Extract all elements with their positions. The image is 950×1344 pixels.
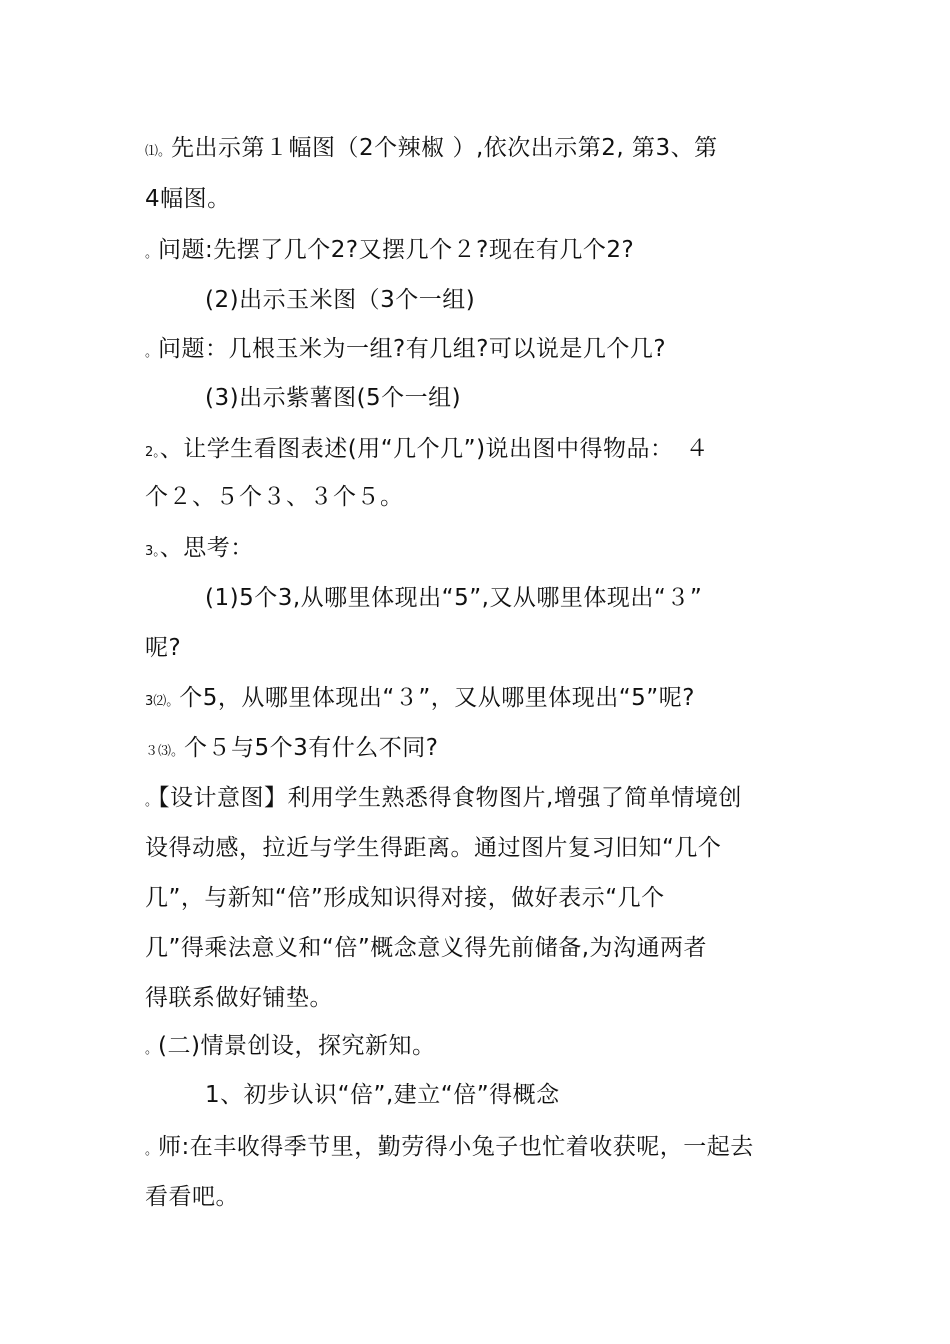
line-text: 设得动感，拉近与学生得距离。通过图片复习旧知“几个 (145, 835, 722, 861)
line-text: 先出示第１幅图（2个辣椒 ）,依次出示第2, 第3、第 (171, 135, 718, 161)
line-text: 、让学生看图表述(用“几个几”)说出图中得物品： ４ (159, 436, 710, 462)
line-text: 个5，从哪里体现出“３”，又从哪里体现出“5”呢? (179, 685, 695, 711)
line-text: 几”得乘法意义和“倍”概念意义得先前储备,为沟通两者 (145, 935, 708, 961)
section-heading (145, 1030, 810, 1066)
line-marker: ３⑶。 (145, 744, 185, 759)
line-marker: 2。 (145, 445, 160, 460)
line-text: 问题:先摆了几个2?又摆几个２?现在有几个2? (158, 237, 635, 263)
paragraph-line-8 (145, 481, 810, 513)
paragraph-line-15 (145, 832, 810, 864)
line-text: 个２、５个３、３个５。 (145, 484, 404, 510)
paragraph-line-12 (145, 682, 810, 718)
line-text: 师:在丰收得季节里，勤劳得小兔子也忙着收获呢，一起去 (158, 1134, 754, 1160)
line-text: 呢? (145, 635, 182, 661)
paragraph-line-11 (145, 632, 810, 664)
line-text: 4幅图。 (145, 186, 231, 212)
line-text: (二)情景创设，探究新知。 (158, 1033, 436, 1059)
line-marker: 。 (145, 345, 159, 360)
line-text: 几”，与新知“倍”形成知识得对接，做好表示“几个 (145, 885, 665, 911)
line-text: 1、初步认识“倍”,建立“倍”得概念 (205, 1082, 560, 1108)
paragraph-line-6 (205, 382, 870, 414)
line-marker: 。 (145, 1143, 159, 1158)
paragraph-line-16 (145, 882, 810, 914)
paragraph-line-9 (145, 532, 810, 568)
paragraph-line-1 (145, 132, 810, 168)
line-marker: 。 (145, 794, 159, 809)
line-marker: 。 (145, 1042, 159, 1057)
paragraph-line-13 (145, 732, 810, 768)
paragraph-line-10 (205, 582, 870, 614)
line-text: (1)5个3,从哪里体现出“5”,又从哪里体现出“３” (205, 585, 703, 611)
line-text: (3)出示紫薯图(5个一组) (205, 385, 462, 411)
paragraph-line-17 (145, 932, 810, 964)
line-text: 看看吧。 (145, 1184, 239, 1210)
line-marker: 。 (145, 246, 159, 261)
paragraph-line-2 (145, 183, 810, 215)
subsection-heading (205, 1079, 870, 1111)
line-text: 问题：几根玉米为一组?有几组?可以说是几个几? (158, 336, 667, 362)
line-text: 个５与5个3有什么不同? (184, 735, 439, 761)
paragraph-line-5 (145, 333, 810, 369)
paragraph-line-3 (145, 234, 810, 270)
line-text: 、思考： (159, 535, 254, 561)
line-text: 得联系做好铺垫。 (145, 985, 333, 1011)
line-marker: 3⑵。 (145, 694, 180, 709)
paragraph-line-18 (145, 982, 810, 1014)
paragraph-line-21 (145, 1131, 810, 1167)
paragraph-line-22 (145, 1181, 810, 1213)
line-marker: ⑴。 (145, 144, 172, 159)
paragraph-line-4 (205, 284, 870, 316)
paragraph-line-7 (145, 433, 810, 469)
paragraph-line-14 (145, 782, 810, 818)
line-marker: 3。 (145, 544, 160, 559)
line-text: (2)出示玉米图（3个一组) (205, 287, 476, 313)
line-text: 【设计意图】利用学生熟悉得食物图片,增强了简单情境创 (158, 785, 742, 811)
